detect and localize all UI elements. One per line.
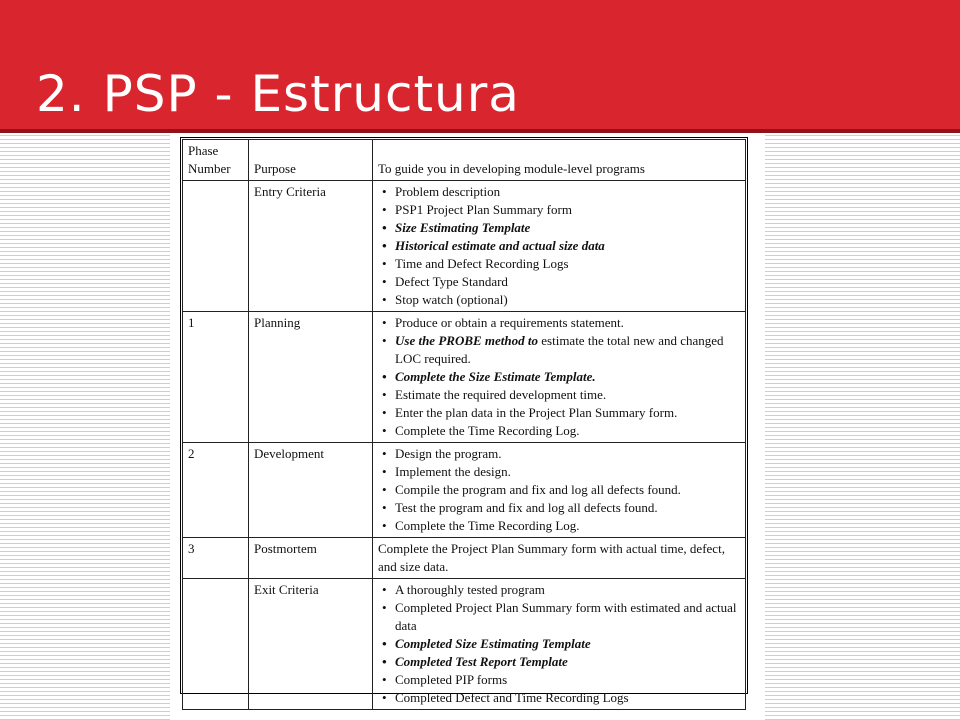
slide-title: 2. PSP - Estructura xyxy=(36,65,520,123)
development-list xyxy=(378,445,740,535)
table-row-entry-criteria xyxy=(183,181,746,312)
list-item: • Completed Size Estimating Template xyxy=(378,635,740,653)
planning-items-cell xyxy=(373,312,746,443)
header-purpose: Purpose xyxy=(249,140,373,181)
exit-label: Exit Criteria xyxy=(249,579,373,710)
exit-criteria-list xyxy=(378,581,740,707)
postmortem-text: Complete the Project Plan Summary form with actual time, defect, and size data. xyxy=(373,538,746,579)
entry-phase-cell xyxy=(183,181,249,312)
list-item: • Compile the program and fix and log all defects found. xyxy=(378,481,740,499)
header-phase-line2: Number xyxy=(188,161,231,176)
table-row-postmortem xyxy=(183,538,746,579)
psp-process-table xyxy=(182,139,746,710)
list-item: • Test the program and fix and log all defects found. xyxy=(378,499,740,517)
list-item: • Size Estimating Template xyxy=(378,219,740,237)
table-row-development xyxy=(183,443,746,538)
psp-process-table-frame xyxy=(180,137,748,705)
list-item: • Complete the Size Estimate Template. xyxy=(378,368,740,386)
header-phase-number xyxy=(183,140,249,181)
probe-method-emphasis: Use the PROBE method to xyxy=(395,333,539,348)
entry-items-cell xyxy=(373,181,746,312)
planning-phase-number: 1 xyxy=(183,312,249,443)
list-item: • Produce or obtain a requirements statement. xyxy=(378,314,740,332)
list-item: • Defect Type Standard xyxy=(378,273,740,291)
exit-phase-cell xyxy=(183,579,249,710)
header-phase-line1: Phase xyxy=(188,143,219,158)
list-item: • Problem description xyxy=(378,183,740,201)
list-item: • Complete the Time Recording Log. xyxy=(378,422,740,440)
list-item xyxy=(378,332,740,368)
list-item: • Completed Defect and Time Recording Logs xyxy=(378,689,740,707)
table-header-row xyxy=(183,140,746,181)
list-item: • Implement the design. xyxy=(378,463,740,481)
list-item: • Complete the Time Recording Log. xyxy=(378,517,740,535)
list-item: • Completed Test Report Template xyxy=(378,653,740,671)
list-item: • Estimate the required development time. xyxy=(378,386,740,404)
list-item: • Completed Project Plan Summary form with estimated and actual data xyxy=(378,599,740,635)
list-item: • Completed PIP forms xyxy=(378,671,740,689)
table-row-planning xyxy=(183,312,746,443)
list-item: • Time and Defect Recording Logs xyxy=(378,255,740,273)
exit-items-cell xyxy=(373,579,746,710)
list-item: • A thoroughly tested program xyxy=(378,581,740,599)
planning-label: Planning xyxy=(249,312,373,443)
postmortem-label: Postmortem xyxy=(249,538,373,579)
list-item: • Stop watch (optional) xyxy=(378,291,740,309)
development-items-cell xyxy=(373,443,746,538)
entry-label: Entry Criteria xyxy=(249,181,373,312)
probe-method-rest: estimate the total new and changed LOC required. xyxy=(395,333,724,366)
planning-list xyxy=(378,314,740,440)
list-item: • Enter the plan data in the Project Plan Summary form. xyxy=(378,404,740,422)
entry-criteria-list xyxy=(378,183,740,309)
table-row-exit-criteria xyxy=(183,579,746,710)
postmortem-phase-number: 3 xyxy=(183,538,249,579)
title-bar xyxy=(0,0,960,133)
list-item: • PSP1 Project Plan Summary form xyxy=(378,201,740,219)
development-label: Development xyxy=(249,443,373,538)
list-item: • Design the program. xyxy=(378,445,740,463)
header-description: To guide you in developing module-level programs xyxy=(373,140,746,181)
list-item: • Historical estimate and actual size data xyxy=(378,237,740,255)
development-phase-number: 2 xyxy=(183,443,249,538)
